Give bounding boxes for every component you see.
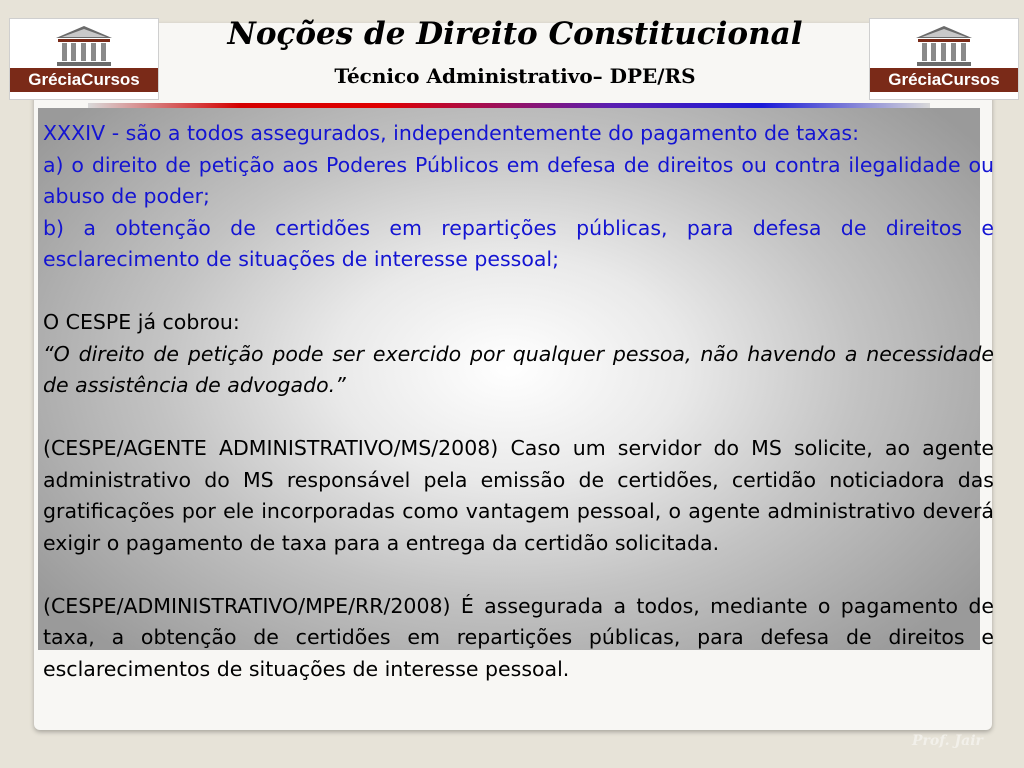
spacer — [43, 559, 994, 591]
cespe-quote: “O direito de petição pode ser exercido por qualquer pessoa, não havendo a necessidade de assistência de advogado.” — [43, 341, 994, 397]
logo-text: GréciaCursos — [870, 68, 1018, 92]
greek-temple-icon — [54, 24, 114, 68]
spacer — [43, 276, 994, 308]
author-signature: Prof. Jair — [912, 733, 983, 749]
exam-question-1: (CESPE/AGENTE ADMINISTRATIVO/MS/2008) Caso um servidor do MS solicite, ao agente administrativo do MS responsável pela emissão de certidões, certidão noticiadora das gratificações por ele incorporadas como vantagem pessoal, o agente administrativo deverá exigir o pagamento de taxa para a entrega da certidão solicitada. — [43, 436, 994, 555]
law-item-a: a) o direito de petição aos Poderes Públicos em defesa de direitos ou contra ilegalidade ou abuso de poder; — [43, 152, 994, 208]
header-divider — [88, 103, 930, 108]
logo-right — [869, 18, 1019, 100]
law-item-xxxiv: XXXIV - são a todos assegurados, independentemente do pagamento de taxas: — [43, 121, 859, 145]
page-title: Noções de Direito Constitucional — [227, 16, 803, 52]
law-item-b: b) a obtenção de certidões em repartições públicas, para defesa de direitos e esclarecimento de situações de interesse pessoal; — [43, 215, 994, 271]
spacer — [43, 402, 994, 434]
slide-text-body — [43, 118, 994, 685]
logo-text: GréciaCursos — [10, 68, 158, 92]
exam-question-2: (CESPE/ADMINISTRATIVO/MPE/RR/2008) É assegurada a todos, mediante o pagamento de taxa, a obtenção de certidões em repartições públicas, para defesa de direitos e esclarecimentos de situações de interesse pessoal. — [43, 593, 994, 681]
logo-left — [9, 18, 159, 100]
page-subtitle: Técnico Administrativo– DPE/RS — [334, 64, 696, 88]
greek-temple-icon — [914, 24, 974, 68]
cespe-heading: O CESPE já cobrou: — [43, 310, 240, 334]
